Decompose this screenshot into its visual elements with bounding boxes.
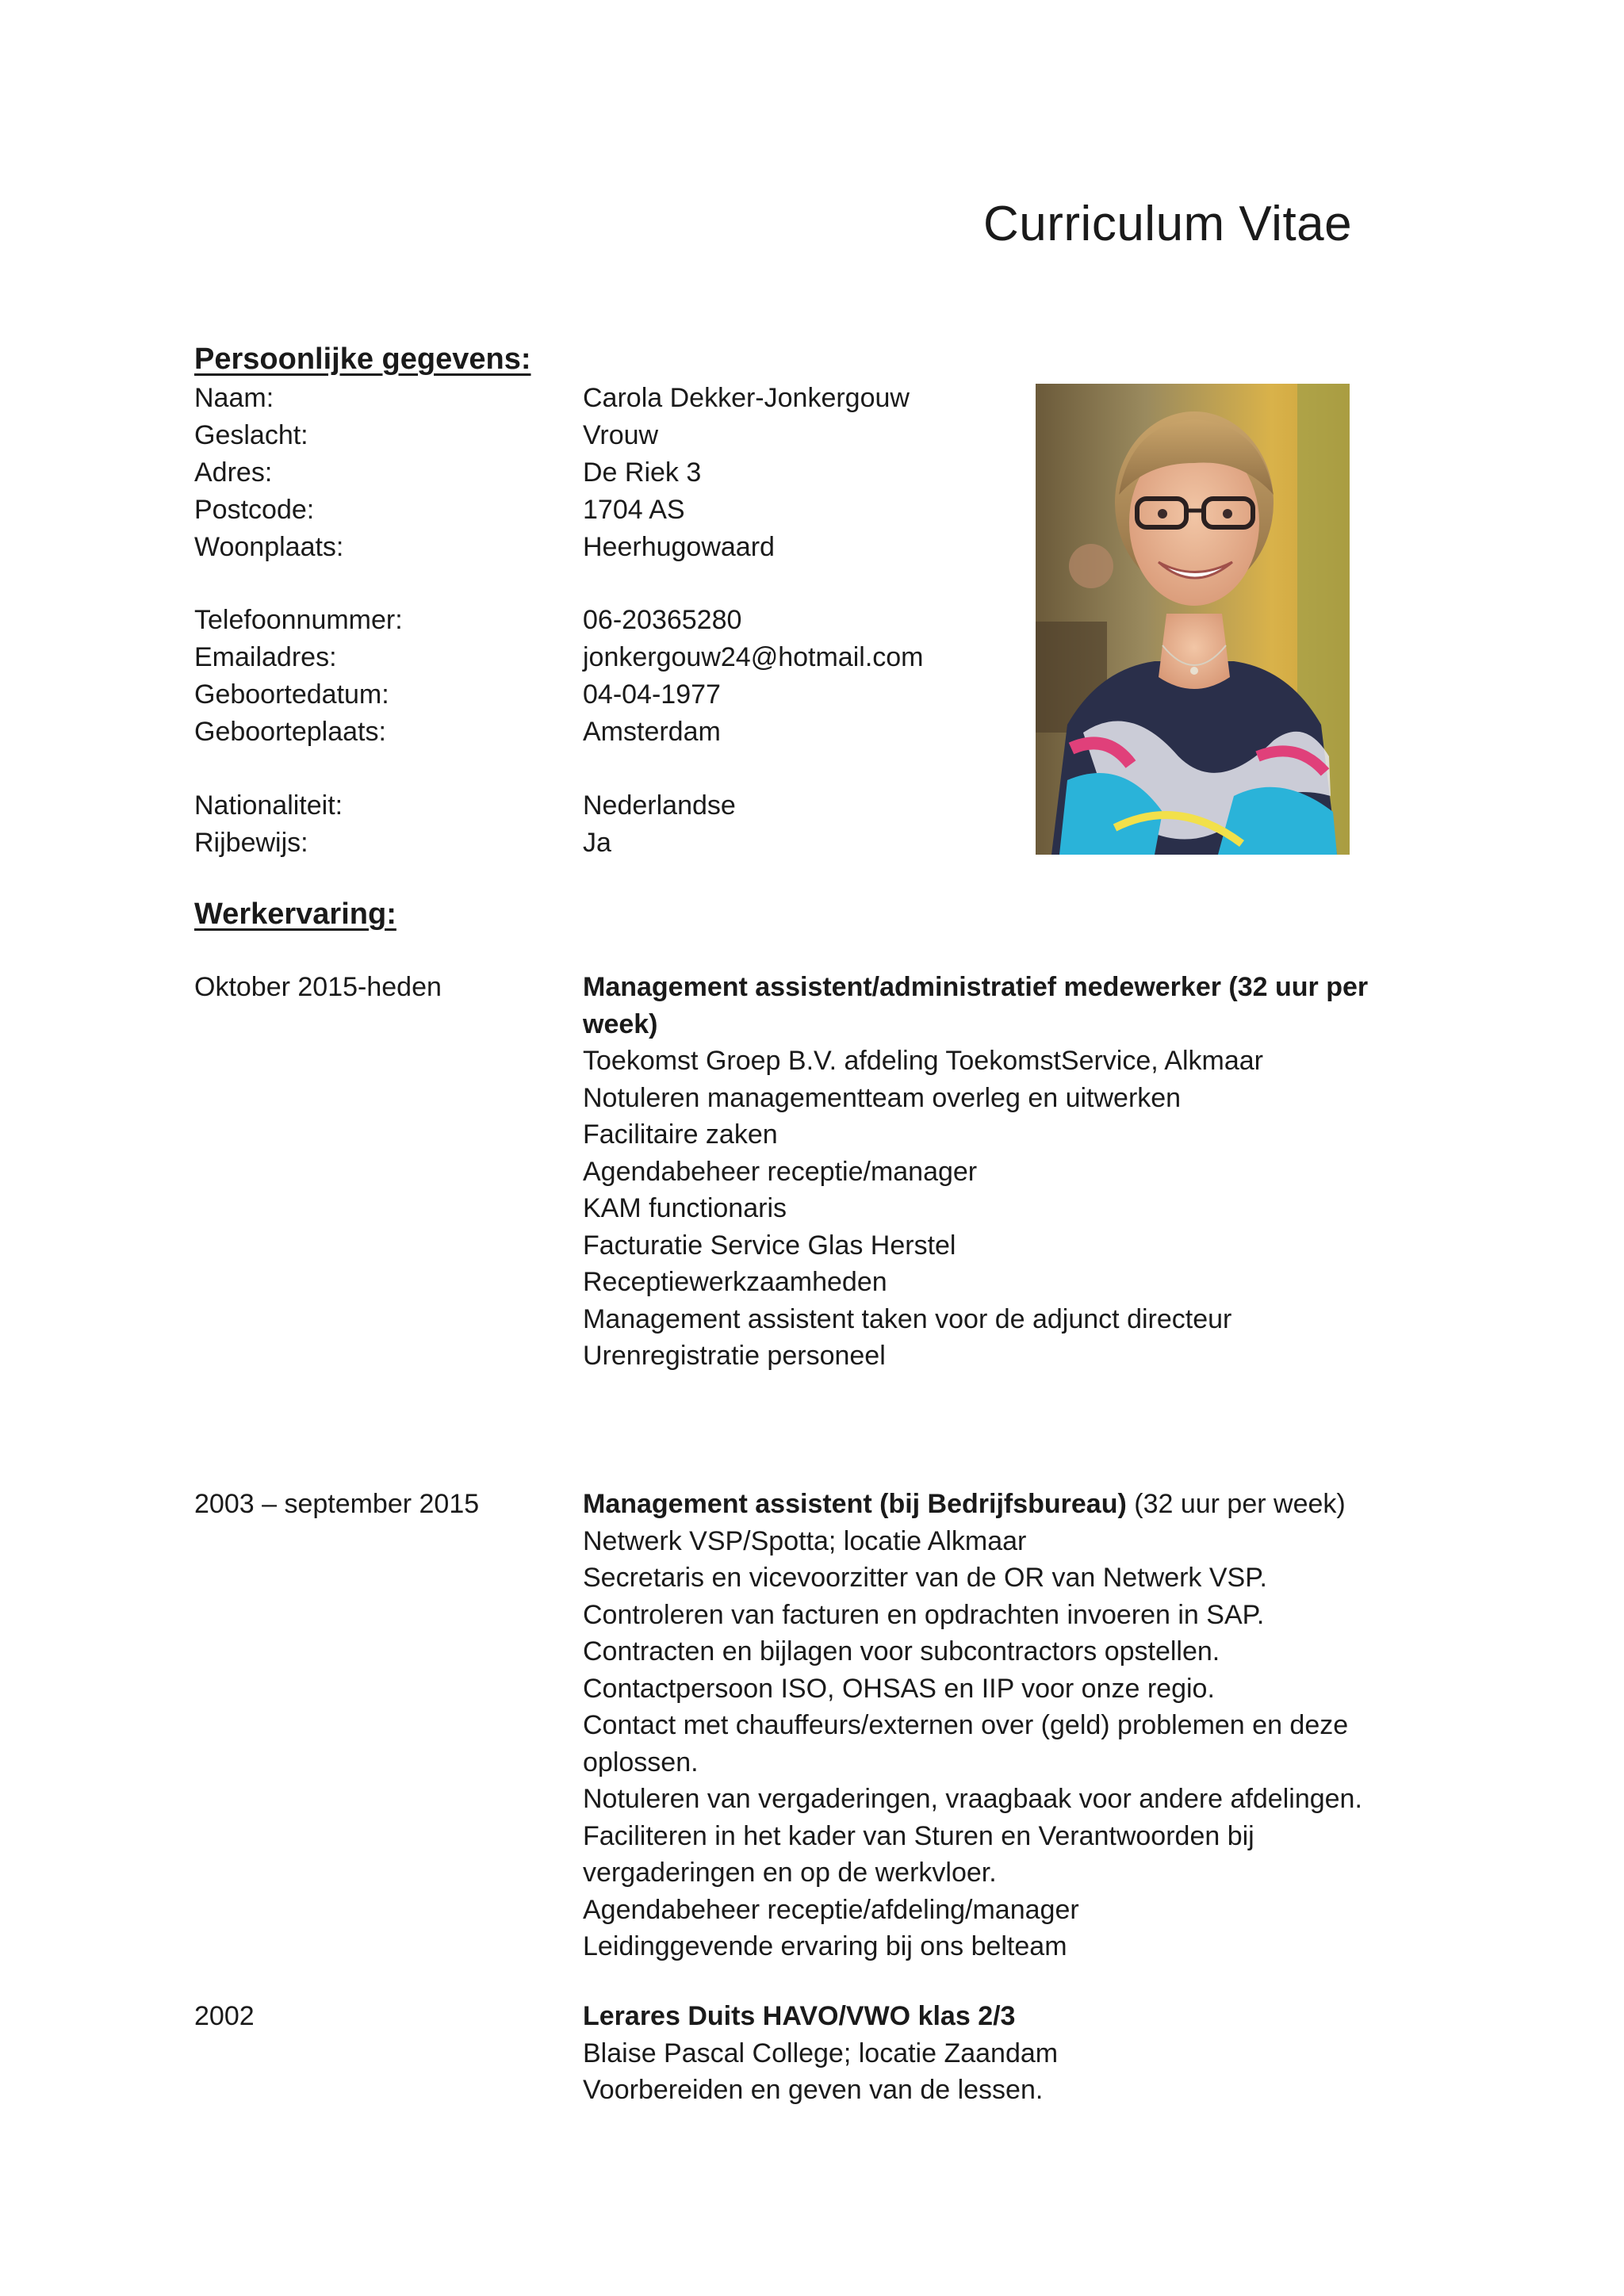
field-value: 1704 AS bbox=[583, 495, 685, 525]
job-title: Management assistent (bij Bedrijfsbureau) bbox=[583, 1489, 1127, 1519]
job-line: Facilitaire zaken bbox=[583, 1119, 778, 1150]
field-label: Naam: bbox=[194, 383, 274, 413]
personal-heading: Persoonlijke gegevens: bbox=[194, 342, 531, 376]
profile-photo bbox=[1036, 384, 1350, 855]
job-line: Facturatie Service Glas Herstel bbox=[583, 1230, 956, 1261]
job-line: Leidinggevende ervaring bij ons belteam bbox=[583, 1931, 1067, 1961]
field-value: Carola Dekker-Jonkergouw bbox=[583, 383, 910, 413]
field-label: Geslacht: bbox=[194, 420, 308, 450]
field-value: 04-04-1977 bbox=[583, 679, 721, 710]
job-line: Agendabeheer receptie/afdeling/manager bbox=[583, 1894, 1079, 1925]
field-value: Nederlandse bbox=[583, 790, 736, 821]
job-period: 2003 – september 2015 bbox=[194, 1489, 480, 1519]
job-line: Controleren van facturen en opdrachten invoeren in SAP. bbox=[583, 1599, 1265, 1630]
job-details bbox=[583, 969, 1400, 1375]
field-label: Rijbewijs: bbox=[194, 828, 308, 858]
job-title-line bbox=[583, 1998, 1400, 2035]
job-line: Contracten en bijlagen voor subcontractors opstellen. bbox=[583, 1636, 1220, 1667]
job-line: Contactpersoon ISO, OHSAS en IIP voor onze regio. bbox=[583, 1673, 1215, 1704]
job-title-line bbox=[583, 969, 1400, 1043]
job-title: Management assistent/administratief medewerker (32 uur per week) bbox=[583, 972, 1369, 1039]
field-value: Vrouw bbox=[583, 420, 659, 450]
job-details bbox=[583, 1486, 1400, 1965]
job-line: Contact met chauffeurs/externen over (geld) problemen en deze oplossen. bbox=[583, 1710, 1349, 1777]
job-line: Faciliteren in het kader van Sturen en Verantwoorden bij vergaderingen en op de werkvloer. bbox=[583, 1820, 1254, 1888]
job-details bbox=[583, 1998, 1400, 2109]
job-period: 2002 bbox=[194, 2001, 255, 2031]
job-title: Lerares Duits HAVO/VWO klas 2/3 bbox=[583, 2001, 1016, 2031]
job-line: Blaise Pascal College; locatie Zaandam bbox=[583, 2038, 1059, 2068]
job-line: Agendabeheer receptie/manager bbox=[583, 1156, 978, 1187]
field-label: Geboorteplaats: bbox=[194, 717, 386, 747]
job-line: Management assistent taken voor de adjunct directeur bbox=[583, 1303, 1232, 1334]
job-line: Urenregistratie personeel bbox=[583, 1341, 886, 1371]
field-value: jonkergouw24@hotmail.com bbox=[583, 642, 924, 672]
document-title: Curriculum Vitae bbox=[983, 197, 1353, 251]
field-label: Woonplaats: bbox=[194, 532, 344, 562]
field-label: Postcode: bbox=[194, 495, 315, 525]
job-line: Receptiewerkzaamheden bbox=[583, 1267, 887, 1297]
job-period: Oktober 2015-heden bbox=[194, 972, 442, 1002]
field-label: Telefoonnummer: bbox=[194, 605, 403, 635]
job-line: KAM functionaris bbox=[583, 1193, 787, 1223]
job-line: Notuleren managementteam overleg en uitwerken bbox=[583, 1082, 1182, 1113]
field-value: Ja bbox=[583, 828, 611, 858]
field-label: Adres: bbox=[194, 457, 273, 488]
job-line: Voorbereiden en geven van de lessen. bbox=[583, 2075, 1044, 2105]
field-value: Amsterdam bbox=[583, 717, 721, 747]
job-line: Netwerk VSP/Spotta; locatie Alkmaar bbox=[583, 1525, 1027, 1556]
portrait-image bbox=[1036, 384, 1350, 855]
job-line: Notuleren van vergaderingen, vraagbaak voor andere afdelingen. bbox=[583, 1784, 1362, 1814]
field-value: De Riek 3 bbox=[583, 457, 702, 488]
field-value: Heerhugowaard bbox=[583, 532, 775, 562]
job-line: Toekomst Groep B.V. afdeling ToekomstService, Alkmaar bbox=[583, 1046, 1263, 1076]
field-label: Emailadres: bbox=[194, 642, 337, 672]
job-title-line bbox=[583, 1486, 1400, 1523]
experience-heading: Werkervaring: bbox=[194, 897, 396, 931]
field-label: Nationaliteit: bbox=[194, 790, 343, 821]
job-line: Secretaris en vicevoorzitter van de OR van Netwerk VSP. bbox=[583, 1563, 1267, 1593]
field-value: 06-20365280 bbox=[583, 605, 742, 635]
field-label: Geboortedatum: bbox=[194, 679, 389, 710]
job-title-extra: (32 uur per week) bbox=[1126, 1489, 1346, 1519]
